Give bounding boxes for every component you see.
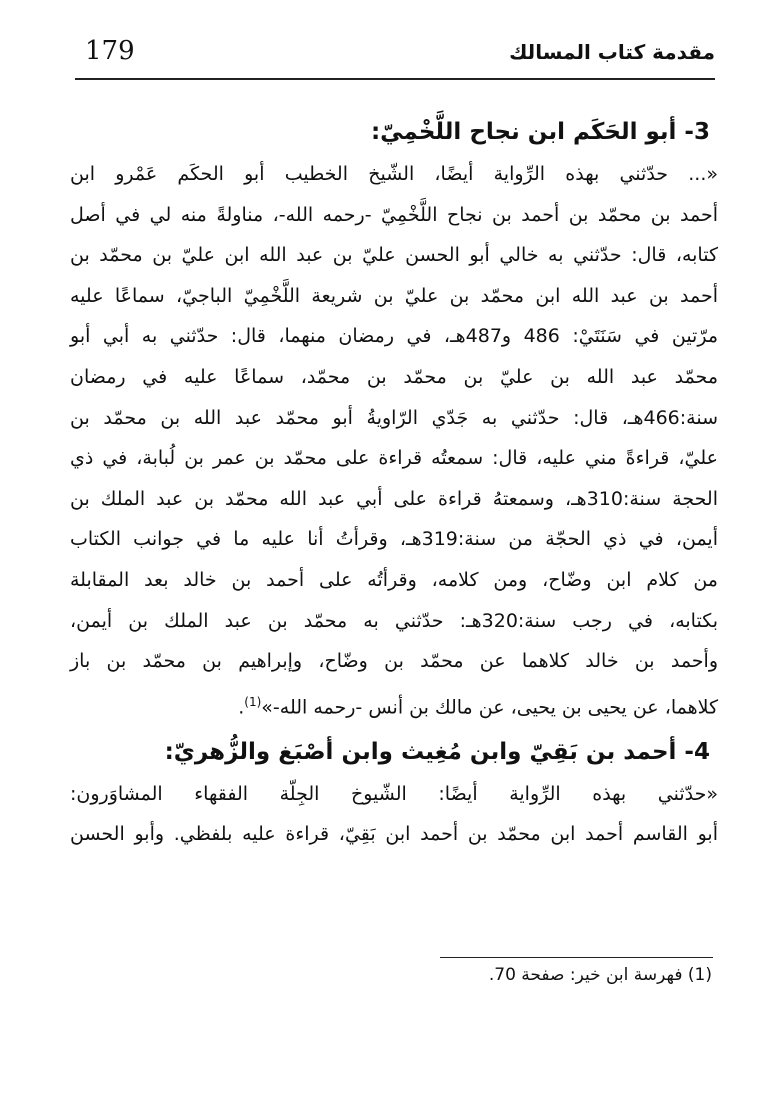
section-4-heading: 4- أحمد بن بَقِيّ وابن مُغِيث وابن أصْبَغ والزُّهريّ: bbox=[164, 738, 710, 765]
text-line: الحجة سنة:310هـ، وسمعتهُ قراءة على أبي عبد الله محمّد بن عبد الملك بن bbox=[70, 487, 718, 510]
text-line: أبو القاسم أحمد ابن محمّد بن أحمد ابن بَقِيّ، قراءة عليه بلفظي. وأبو الحسن bbox=[70, 823, 718, 846]
text-line: عليّ، قراءةً مني عليه، قال: سمعتُه قراءة على محمّد بن عمر بن لُبابة، في ذي bbox=[70, 447, 718, 470]
text-line: محمّد عبد الله بن عليّ بن محمّد بن محمّد، سماعًا عليه في رمضان bbox=[70, 365, 718, 388]
text-line-content: كلاهما، عن يحيى بن يحيى، عن مالك بن أنس -رحمه الله-» bbox=[261, 696, 718, 719]
page-body bbox=[70, 110, 718, 855]
footnote-rule bbox=[440, 957, 713, 958]
text-line: سنة:466هـ، قال: حدّثني به جَدّي الرّاويةُ أبو محمّد عبد الله بن محمّد بن bbox=[70, 406, 718, 429]
text-line: أحمد بن عبد الله ابن محمّد بن عليّ بن شريعة اللَّخْمِيّ الباجيّ، سماعًا عليه bbox=[70, 284, 718, 307]
text-line: وأحمد بن خالد كلاهما عن محمّد بن وضّاح، وإبراهيم بن محمّد بن باز bbox=[70, 650, 718, 673]
section-3-heading: 3- أبو الحَكَم ابن نجاح اللَّخْمِيّ: bbox=[370, 119, 710, 145]
page-number: 179 bbox=[85, 36, 135, 66]
text-line: من كلام ابن وضّاح، ومن كلامه، وقرأتُه على أحمد بن خالد بعد المقابلة bbox=[70, 568, 718, 591]
running-title: مقدمة كتاب المسالك bbox=[509, 40, 715, 64]
text-line-last bbox=[70, 682, 718, 728]
end-punctuation: . bbox=[238, 696, 245, 719]
text-line: أحمد بن محمّد بن أحمد بن نجاح اللَّخْمِيّ -رحمه الله-، مناولةً منه لي في أصل bbox=[70, 203, 718, 226]
text-line: «... حدّثني بهذه الرِّواية أيضًا، الشّيخ الخطيب أبو الحكَم عَمْرو ابن bbox=[70, 163, 718, 185]
text-line: كتابه، قال: حدّثني به خالي أبو الحسن عليّ بن عبد الله ابن عليّ بن محمّد بن bbox=[70, 244, 718, 267]
text-line: «حدّثني بهذه الرِّواية أيضًا: الشّيوخ الجِلّة الفقهاء المشاوَرون: bbox=[70, 782, 718, 805]
footnote: (1) فهرسة ابن خير: صفحة 70. bbox=[488, 965, 712, 985]
section-4-paragraph bbox=[70, 774, 718, 855]
page-header bbox=[75, 34, 715, 80]
footnote-reference[interactable]: (1) bbox=[244, 694, 262, 709]
text-line: أيمن، في ذي الحجّة من سنة:319هـ، وقرأتُ أنا عليه ما في جوانب الكتاب bbox=[70, 528, 718, 551]
header-rule bbox=[75, 78, 715, 80]
section-3-paragraph bbox=[70, 154, 718, 728]
text-line: مرّتين في سَنَتَيْ: 486 و487هـ، في رمضان منهما، قال: حدّثني به أبي أبو bbox=[70, 325, 719, 348]
text-line: بكتابه، في رجب سنة:320هـ: حدّثني به محمّد بن عبد الملك بن أيمن، bbox=[70, 609, 718, 632]
